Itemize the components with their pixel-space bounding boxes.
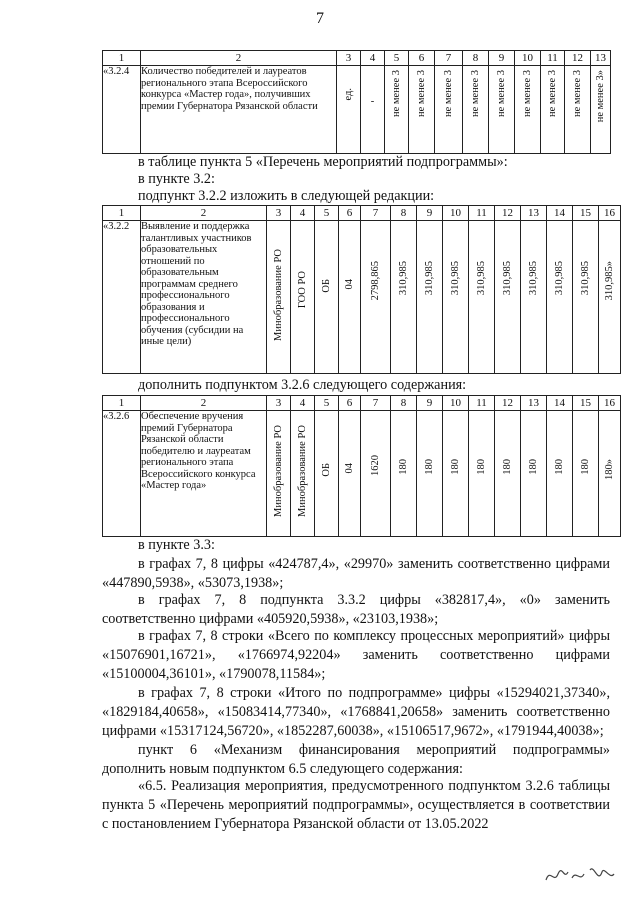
value-cell: 310,985 (502, 261, 513, 296)
executor-cell: Минобразование РО (273, 249, 284, 341)
table-header-row (103, 396, 621, 411)
value-cell: 310,985 (398, 261, 409, 296)
column-number: 15 (573, 396, 599, 411)
row-number: «3.2.6 (103, 411, 141, 537)
column-number: 13 (591, 51, 611, 66)
value-cell: 310,985 (424, 261, 435, 296)
column-number: 6 (339, 396, 361, 411)
value-cell: не менее 3 (522, 70, 533, 118)
paragraph: в пункте 3.2: (138, 171, 215, 187)
paragraph: в графах 7, 8 цифры «424787,4», «29970» заменить соответственно цифрами «447890,5938», «53073,1938»; (102, 556, 610, 591)
value-cell: 310,985 (528, 261, 539, 296)
value-cell: не менее 3 (416, 70, 427, 118)
page-number: 7 (316, 10, 324, 27)
table-header-row (103, 51, 611, 66)
recipient-cell: Минобразование РО (297, 425, 308, 517)
column-number: 14 (547, 396, 573, 411)
column-number: 1 (103, 206, 141, 221)
funding-source-cell: ОБ (321, 463, 332, 477)
value-cell: не менее 3 (547, 70, 558, 118)
value-cell: 180 (580, 459, 591, 475)
value-cell: не менее 3 (391, 70, 402, 118)
initials-signature (540, 850, 620, 890)
column-number: 7 (435, 51, 463, 66)
value-cell: 180 (528, 459, 539, 475)
value-cell: 180 (554, 459, 565, 475)
column-number: 6 (409, 51, 435, 66)
column-number: 16 (599, 206, 621, 221)
column-number: 8 (391, 396, 417, 411)
column-number: 11 (541, 51, 565, 66)
paragraph: в пункте 3.3: (138, 537, 215, 553)
column-number: 5 (385, 51, 409, 66)
value-cell: 180 (424, 459, 435, 475)
column-number: 14 (547, 206, 573, 221)
value-cell: не менее 3 (572, 70, 583, 118)
value-cell: 2798,865 (370, 261, 381, 301)
value-cell: не менее 3» (595, 70, 606, 123)
column-number: 11 (469, 206, 495, 221)
column-number: 5 (315, 396, 339, 411)
column-number: 3 (267, 206, 291, 221)
row-number: «3.2.2 (103, 221, 141, 374)
column-number: 12 (495, 206, 521, 221)
paragraph: в графах 7, 8 строки «Итого по подпрограмме» цифры «15294021,37340», «1829184,40658», «15083414,77340», «1768841,20658» заменить соответственно цифрами «15317124,56720», «1852287,60038», «15106517,9672», «1791944,40038»; (102, 685, 610, 739)
column-number: 16 (599, 396, 621, 411)
column-number: 4 (361, 51, 385, 66)
row-number: «3.2.4 (103, 66, 141, 154)
column-number: 2 (141, 51, 337, 66)
value-cell: 310,985 (476, 261, 487, 296)
value-cell: 180 (398, 459, 409, 475)
column-number: 10 (443, 206, 469, 221)
column-number: 9 (489, 51, 515, 66)
column-number: 15 (573, 206, 599, 221)
value-cell: 180» (604, 459, 615, 480)
activity-name: Выявление и поддержка талантливых участников образовательных отношений по образовательным программам среднего профессионального образования и профессионального обучения (субсидии на иные цели) (141, 221, 267, 374)
funding-source-cell: ОБ (321, 279, 332, 293)
indicators-table (102, 50, 611, 154)
column-number: 8 (391, 206, 417, 221)
paragraph: подпункт 3.2.2 изложить в следующей редакции: (138, 188, 435, 204)
value-cell: 180 (502, 459, 513, 475)
code-cell: 04 (344, 279, 355, 290)
paragraph: «6.5. Реализация мероприятия, предусмотренного подпунктом 3.2.6 таблицы пункта 5 «Перечень мероприятий подпрограммы», осуществляется в соответствии с постановлением Губернатора Рязанской области от 13.05.2022 (102, 778, 610, 832)
paragraph: в графах 7, 8 строки «Всего по комплексу процессных мероприятий» цифры «15076901,16721», «1766974,92204» заменить соответственно цифрами «15100004,36101», «1790078,11584»; (102, 628, 610, 682)
column-number: 9 (417, 206, 443, 221)
column-number: 12 (565, 51, 591, 66)
value-cell: 180 (450, 459, 461, 475)
column-number: 2 (141, 396, 267, 411)
paragraph: в графах 7, 8 подпункта 3.3.2 цифры «382817,4», «0» заменить соответственно цифрами «405920,5938», «23103,1938»; (102, 592, 610, 627)
value-cell: не менее 3 (470, 70, 481, 118)
column-number: 7 (361, 206, 391, 221)
column-number: 6 (339, 206, 361, 221)
value-cell: не менее 3 (496, 70, 507, 118)
column-number: 1 (103, 396, 141, 411)
column-number: 2 (141, 206, 267, 221)
value-cell: 180 (476, 459, 487, 475)
activities-table (102, 205, 621, 374)
indicator-name: Количество победителей и лауреатов регионального этапа Всероссийского конкурса «Мастер года», получивших премии Губернатора Рязанской области (141, 66, 337, 154)
paragraph: пункт 6 «Механизм финансирования мероприятий подпрограммы» дополнить новым подпунктом 6.5 следующего содержания: (102, 742, 610, 777)
value-cell: 310,985 (554, 261, 565, 296)
column-number: 1 (103, 51, 141, 66)
base-value-cell: - (370, 96, 375, 107)
executor-cell: Минобразование РО (273, 425, 284, 517)
recipient-cell: ГОО РО (297, 271, 308, 309)
column-number: 11 (469, 396, 495, 411)
column-number: 8 (463, 51, 489, 66)
column-number: 4 (291, 206, 315, 221)
activity-name: Обеспечение вручения премий Губернатора Рязанской области победителю и лауреатам регионального этапа Всероссийского конкурса «Мастер года» (141, 411, 267, 537)
table-row (103, 66, 611, 154)
column-number: 3 (267, 396, 291, 411)
column-number: 3 (337, 51, 361, 66)
column-number: 10 (443, 396, 469, 411)
column-number: 7 (361, 396, 391, 411)
code-cell: 04 (344, 463, 355, 474)
unit-cell: ед. (343, 88, 354, 101)
column-number: 10 (515, 51, 541, 66)
column-number: 13 (521, 396, 547, 411)
column-number: 5 (315, 206, 339, 221)
table-row (103, 411, 621, 537)
table-row (103, 221, 621, 374)
activities-table-addition (102, 395, 621, 537)
value-cell: 310,985» (604, 261, 615, 301)
column-number: 9 (417, 396, 443, 411)
paragraph: дополнить подпунктом 3.2.6 следующего содержания: (138, 377, 467, 393)
value-cell: 310,985 (450, 261, 461, 296)
column-number: 13 (521, 206, 547, 221)
value-cell: не менее 3 (443, 70, 454, 118)
column-number: 4 (291, 396, 315, 411)
column-number: 12 (495, 396, 521, 411)
paragraph: в таблице пункта 5 «Перечень мероприятий подпрограммы»: (138, 154, 508, 170)
value-cell: 1620 (370, 455, 381, 476)
value-cell: 310,985 (580, 261, 591, 296)
table-header-row (103, 206, 621, 221)
